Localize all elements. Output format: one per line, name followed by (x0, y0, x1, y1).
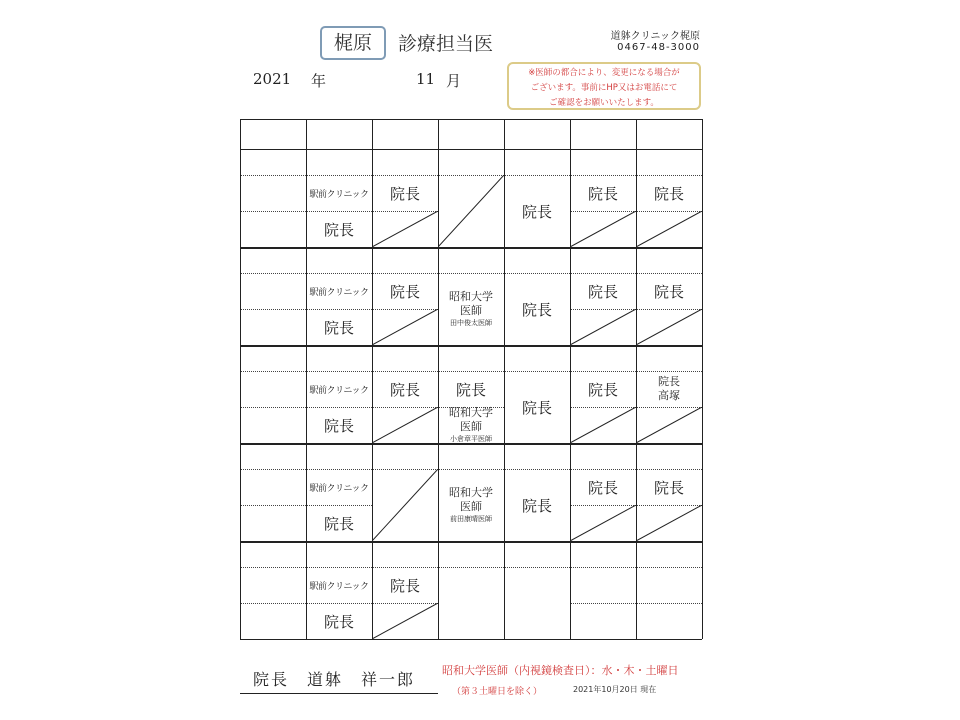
pm-label (240, 505, 306, 541)
branch-badge: 梶原 (320, 26, 386, 60)
doctor-am: 院長 (389, 380, 420, 399)
date-cell (636, 541, 702, 567)
doctor-pm: 院長 (323, 318, 354, 337)
doctor-cell: 院長 (521, 398, 552, 417)
date-cell (372, 345, 438, 371)
closed-slash (372, 469, 438, 541)
table-bottom (240, 639, 702, 640)
footer-underline (240, 693, 438, 694)
doctor-pm: 昭和大学 医師 小倉章平医師 (449, 406, 493, 443)
date-cell (372, 541, 438, 567)
am-label (240, 469, 306, 505)
month-value: 11 (416, 70, 436, 88)
endoscopy-exception: （第３土曜日を除く） (452, 687, 543, 697)
column-line (702, 119, 703, 639)
doctor-am: 駅前クリニック (309, 287, 369, 298)
doctor-am: 院長 (587, 478, 618, 497)
doctor-am: 院長 (587, 380, 618, 399)
doctor-am: 駅前クリニック (309, 581, 369, 592)
date-cell (240, 247, 306, 273)
slot-divider (438, 567, 504, 568)
slot-divider (240, 175, 306, 176)
pm-label (240, 211, 306, 247)
am-label (240, 371, 306, 407)
date-cell (306, 149, 372, 175)
day-header (636, 119, 702, 149)
date-cell (636, 443, 702, 469)
am-label (240, 175, 306, 211)
doctor-am: 院長 (653, 282, 684, 301)
date-cell (240, 345, 306, 371)
date-cell (240, 149, 306, 175)
date-cell (438, 149, 504, 175)
date-cell (306, 443, 372, 469)
day-header (570, 119, 636, 149)
week-separator (240, 443, 702, 445)
as-of-date: 2021年10月20日 現在 (573, 685, 657, 694)
date-cell (504, 149, 570, 175)
closed-slash (372, 309, 438, 345)
slot-divider (240, 567, 306, 568)
date-cell (504, 247, 570, 273)
closed-slash (636, 407, 702, 443)
doctor-pm: 院長 (323, 416, 354, 435)
slot-divider (240, 273, 306, 274)
week-separator (240, 247, 702, 249)
date-cell (306, 247, 372, 273)
am-label (240, 567, 306, 603)
page-title: 診療担当医 (398, 33, 494, 55)
column-line (306, 119, 307, 639)
slot-divider (636, 603, 702, 604)
doctor-am: 院長 (389, 184, 420, 203)
doctor-am: 院長 高塚 (658, 375, 680, 402)
date-cell (570, 149, 636, 175)
date-cell (570, 541, 636, 567)
closed-slash (636, 309, 702, 345)
doctor-am: 駅前クリニック (309, 385, 369, 396)
doctor-cell: 院長 (521, 496, 552, 515)
date-cell (372, 443, 438, 469)
doctor-am: 院長 (653, 478, 684, 497)
closed-slash (438, 175, 504, 247)
date-cell (372, 149, 438, 175)
year-value: 2021 (253, 70, 292, 88)
doctor-am: 院長 (653, 184, 684, 203)
slot-divider (240, 469, 306, 470)
table-top (240, 119, 702, 120)
doctor-am: 院長 (389, 282, 420, 301)
clinic-phone: 0467-48-3000 (617, 42, 700, 53)
date-cell (240, 541, 306, 567)
column-line (504, 119, 505, 639)
date-cell (504, 345, 570, 371)
date-cell (636, 149, 702, 175)
week-separator (240, 345, 702, 347)
day-header (240, 119, 306, 149)
slot-divider (240, 309, 306, 310)
pm-label (240, 603, 306, 639)
closed-slash (636, 211, 702, 247)
date-cell (570, 443, 636, 469)
slot-divider (240, 407, 306, 408)
column-line (570, 119, 571, 639)
change-notice (507, 62, 701, 110)
slot-divider (636, 567, 702, 568)
slot-divider (240, 603, 306, 604)
month-unit: 月 (446, 72, 462, 90)
date-cell (438, 345, 504, 371)
day-header (504, 119, 570, 149)
closed-slash (372, 211, 438, 247)
slot-divider (240, 211, 306, 212)
date-cell (636, 247, 702, 273)
doctor-pm: 院長 (323, 220, 354, 239)
slot-divider (570, 603, 636, 604)
doctor-pm: 院長 (323, 514, 354, 533)
doctor-am: 駅前クリニック (309, 189, 369, 200)
column-line (372, 119, 373, 639)
column-line (240, 119, 241, 639)
column-line (438, 119, 439, 639)
closed-slash (372, 407, 438, 443)
am-label (240, 273, 306, 309)
date-cell (306, 541, 372, 567)
date-cell (372, 247, 438, 273)
doctor-cell: 昭和大学 医師 前田康晴医師 (449, 486, 493, 523)
date-cell (570, 247, 636, 273)
schedule-calendar (240, 119, 702, 639)
pm-label (240, 309, 306, 345)
date-cell (438, 443, 504, 469)
pm-label (240, 407, 306, 443)
doctor-am: 院長 (587, 184, 618, 203)
day-header (438, 119, 504, 149)
header-bottom (240, 149, 702, 150)
notice-line: ご確認をお願いいたします。 (549, 98, 659, 108)
slot-divider (240, 505, 306, 506)
year-unit: 年 (311, 72, 327, 90)
slot-divider (504, 567, 570, 568)
doctor-am: 駅前クリニック (309, 483, 369, 494)
date-cell (438, 541, 504, 567)
closed-slash (570, 309, 636, 345)
closed-slash (570, 211, 636, 247)
day-header (372, 119, 438, 149)
column-line (636, 119, 637, 639)
date-cell (504, 443, 570, 469)
doctor-cell: 院長 (521, 300, 552, 319)
endoscopy-note: 昭和大学医師（内視鏡検査日）：水・木・土曜日 (442, 664, 679, 677)
date-cell (636, 345, 702, 371)
week-separator (240, 541, 702, 543)
slot-divider (240, 371, 306, 372)
director-name: 院長 道躰 祥一郎 (253, 670, 416, 689)
closed-slash (570, 505, 636, 541)
doctor-cell: 院長 (521, 202, 552, 221)
slot-divider (570, 567, 636, 568)
date-cell (570, 345, 636, 371)
notice-line: ※医師の都合により、変更になる場合が (528, 68, 680, 78)
date-cell (306, 345, 372, 371)
clinic-name: 道躰クリニック梶原 (610, 31, 700, 42)
closed-slash (372, 603, 438, 639)
doctor-am: 院長 (455, 380, 486, 399)
doctor-cell: 昭和大学 医師 田中俊太医師 (449, 290, 493, 327)
date-cell (240, 443, 306, 469)
day-header (306, 119, 372, 149)
notice-line: ございます。事前にHP又はお電話にて (530, 83, 678, 93)
date-cell (438, 247, 504, 273)
closed-slash (570, 407, 636, 443)
closed-slash (636, 505, 702, 541)
doctor-pm: 院長 (323, 612, 354, 631)
doctor-am: 院長 (587, 282, 618, 301)
date-cell (504, 541, 570, 567)
doctor-am: 院長 (389, 576, 420, 595)
